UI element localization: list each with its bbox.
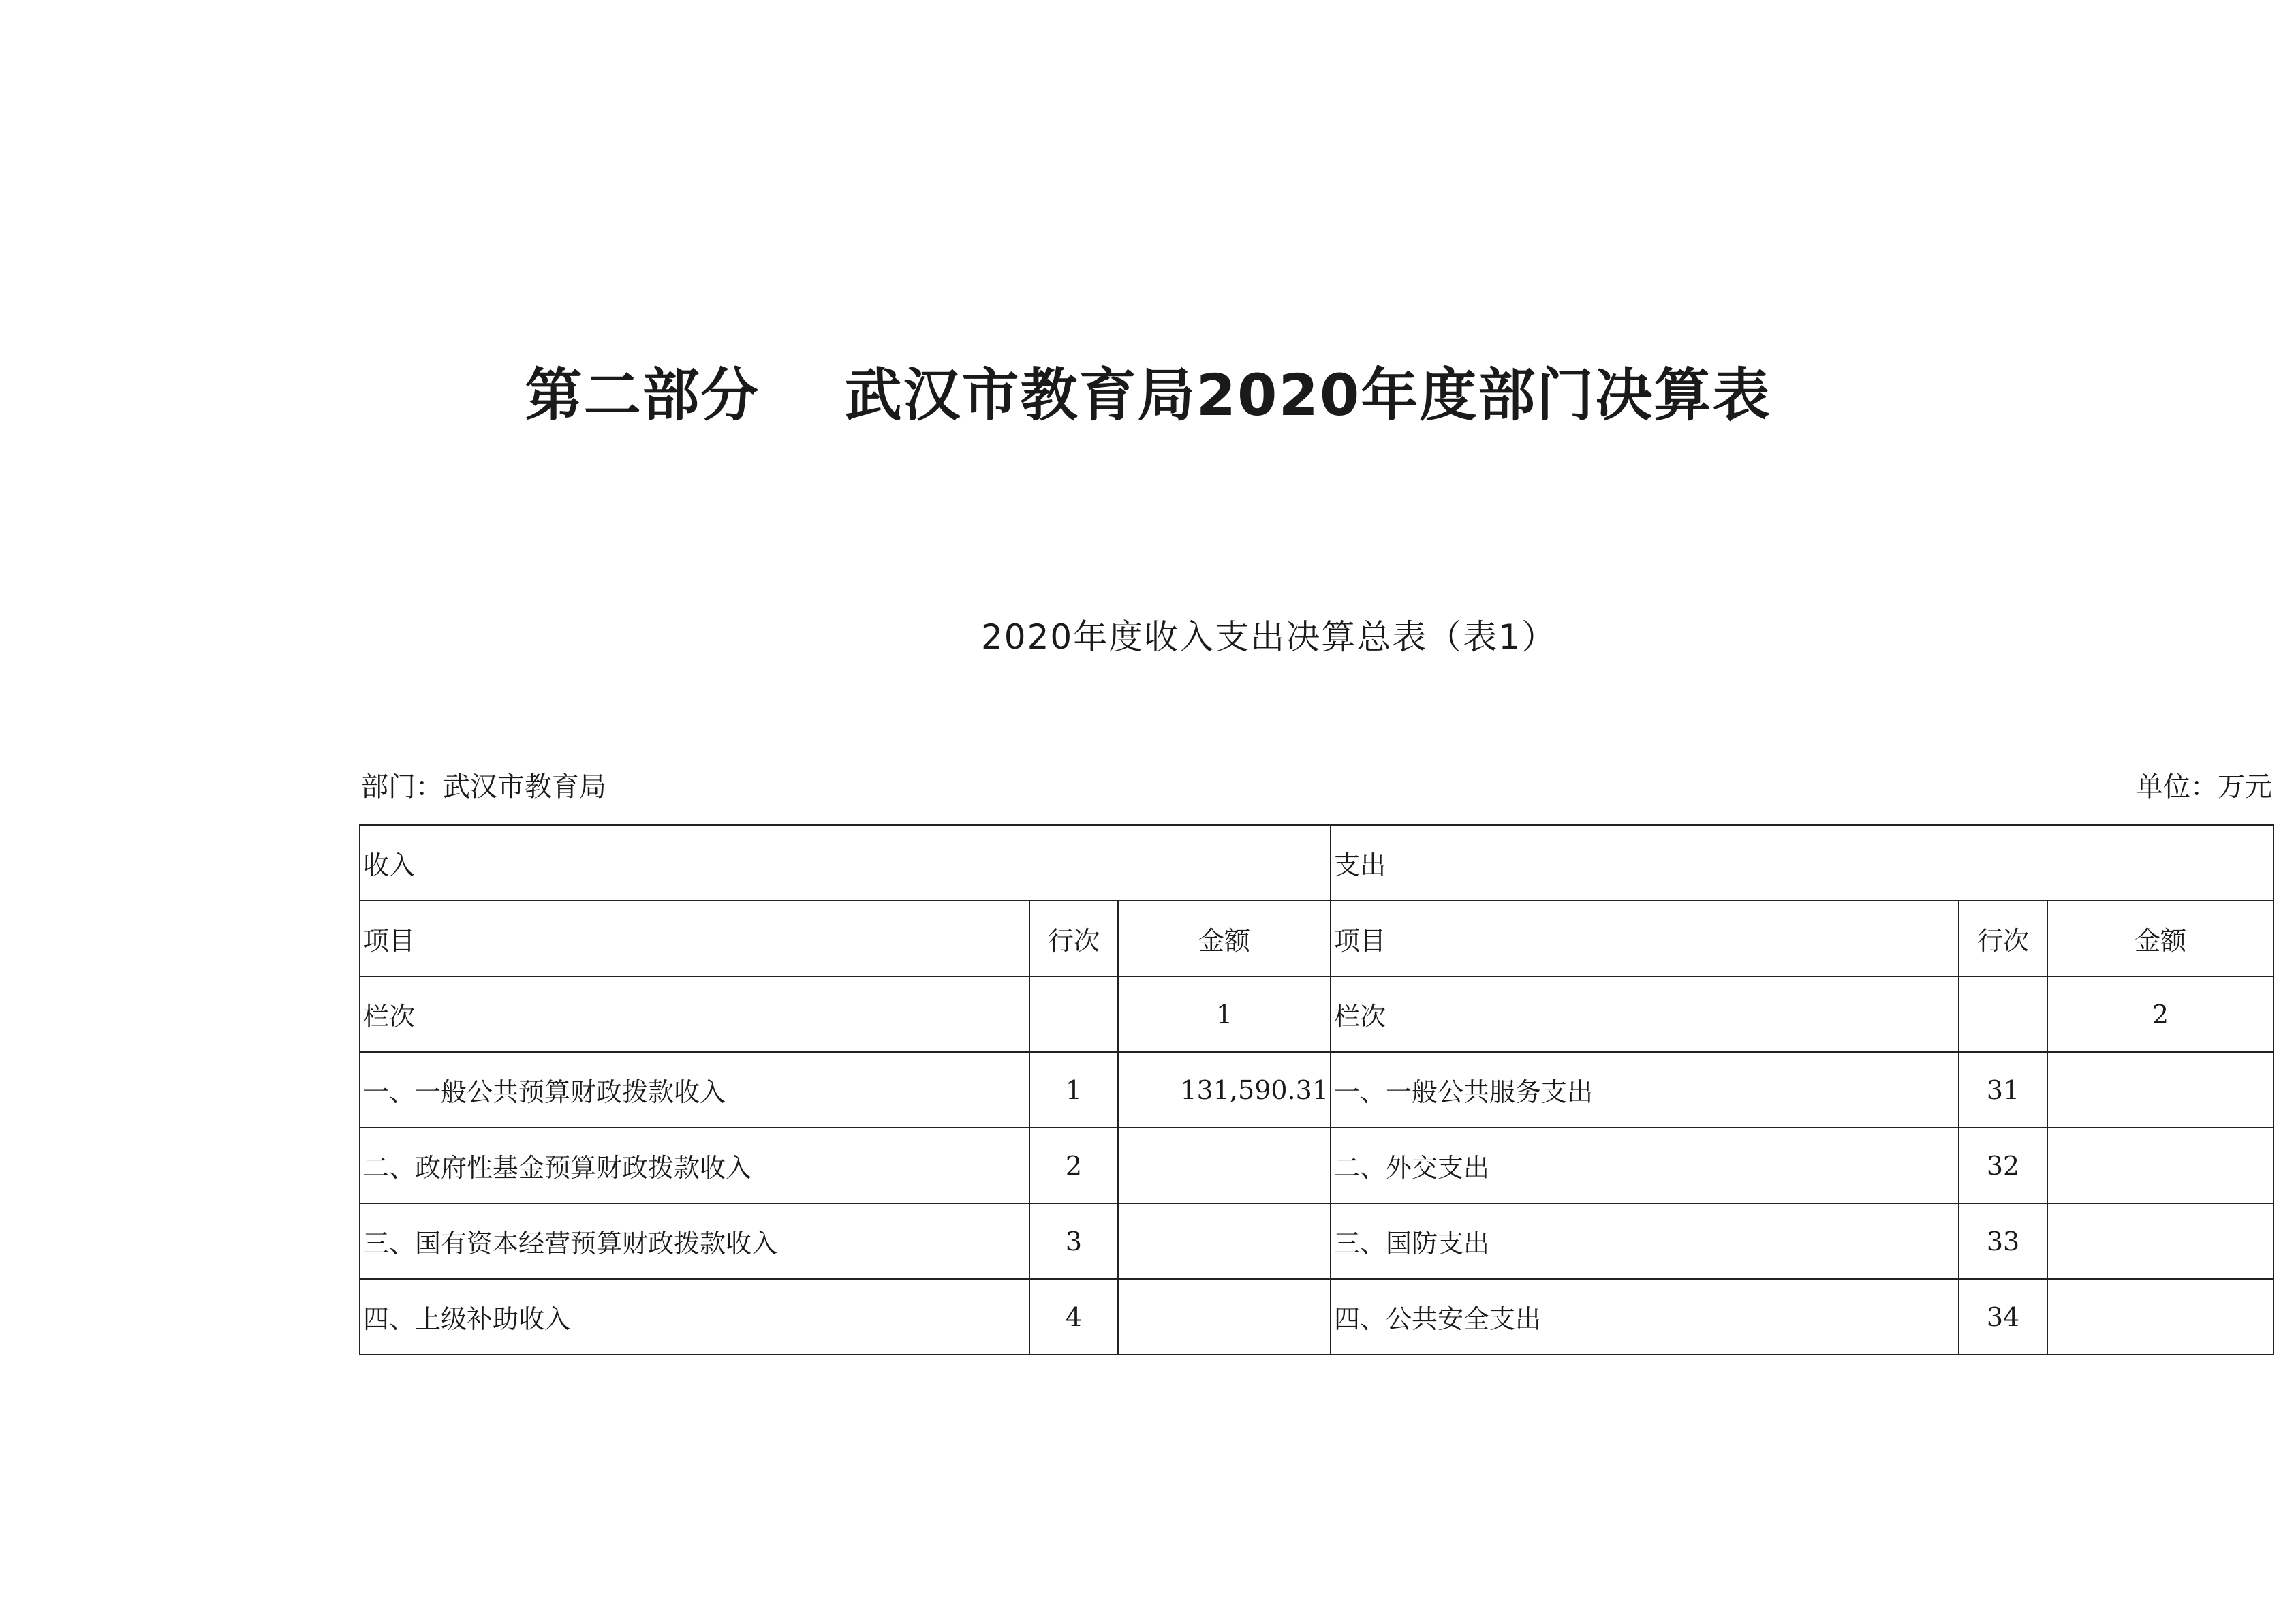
income-line-header: 行次: [1029, 901, 1118, 976]
income-amount: [1118, 1279, 1331, 1355]
income-item: 四、上级补助收入: [360, 1279, 1029, 1355]
budget-summary-table: [359, 824, 2274, 1355]
expense-amount: [2047, 1128, 2274, 1203]
income-item: 三、国有资本经营预算财政拨款收入: [360, 1203, 1029, 1279]
table-row: [360, 1279, 2274, 1355]
income-line: 3: [1029, 1203, 1118, 1279]
column-number-label-left: 栏次: [360, 976, 1029, 1052]
column-header-row: [360, 901, 2274, 976]
expense-section-header: 支出: [1331, 825, 2274, 901]
income-item-header: 项目: [360, 901, 1029, 976]
section-header-row: [360, 825, 2274, 901]
column-number-label-right: 栏次: [1331, 976, 1959, 1052]
column-number-row: [360, 976, 2274, 1052]
income-line: 2: [1029, 1128, 1118, 1203]
department-label: 部门：武汉市教育局: [361, 771, 606, 803]
expense-item: 一、一般公共服务支出: [1331, 1052, 1959, 1128]
table-row: [360, 1052, 2274, 1128]
expense-item-header: 项目: [1331, 901, 1959, 976]
table-cell: [1029, 976, 1118, 1052]
unit-label: 单位：万元: [2136, 771, 2272, 803]
table-title: 2020年度收入支出决算总表（表1）: [981, 617, 1557, 657]
expense-amount: [2047, 1052, 2274, 1128]
expense-item: 二、外交支出: [1331, 1128, 1959, 1203]
column-number-right: 2: [2047, 976, 2274, 1052]
income-line: 4: [1029, 1279, 1118, 1355]
expense-amount-header: 金额: [2047, 901, 2274, 976]
expense-amount: [2047, 1203, 2274, 1279]
expense-line-header: 行次: [1959, 901, 2047, 976]
income-line: 1: [1029, 1052, 1118, 1128]
income-item: 二、政府性基金预算财政拨款收入: [360, 1128, 1029, 1203]
column-number-left: 1: [1118, 976, 1331, 1052]
page-title: 第二部分 武汉市教育局2020年度部门决算表: [525, 362, 1771, 429]
expense-item: 四、公共安全支出: [1331, 1279, 1959, 1355]
expense-amount: [2047, 1279, 2274, 1355]
income-amount: [1118, 1203, 1331, 1279]
income-amount: [1118, 1128, 1331, 1203]
expense-line: 34: [1959, 1279, 2047, 1355]
expense-line: 31: [1959, 1052, 2047, 1128]
income-item: 一、一般公共预算财政拨款收入: [360, 1052, 1029, 1128]
table-row: [360, 1128, 2274, 1203]
expense-line: 33: [1959, 1203, 2047, 1279]
income-amount-header: 金额: [1118, 901, 1331, 976]
expense-line: 32: [1959, 1128, 2047, 1203]
income-section-header: 收入: [360, 825, 1331, 901]
expense-item: 三、国防支出: [1331, 1203, 1959, 1279]
table-row: [360, 1203, 2274, 1279]
income-amount: 131,590.31: [1118, 1052, 1331, 1128]
table-cell: [1959, 976, 2047, 1052]
